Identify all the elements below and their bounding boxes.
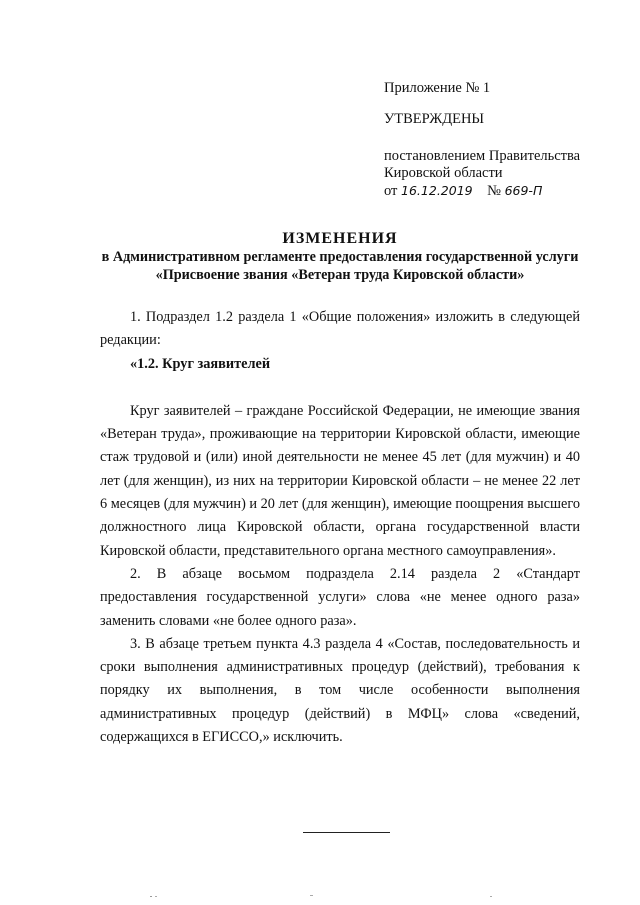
paragraph-1-heading: «1.2. Круг заявителей bbox=[130, 355, 271, 372]
closing-rule bbox=[303, 832, 390, 833]
approval-block bbox=[384, 80, 624, 200]
paragraph-1: 1. Подраздел 1.2 раздела 1 «Общие положения» изложить в следующей редакции: bbox=[100, 309, 580, 349]
appendix-label: Приложение № 1 bbox=[384, 80, 491, 96]
paragraph-3: 3. В абзаце третьем пункта 4.3 раздела 4 «Состав, последовательность и сроки выполнения административных процедур (действий), требования к порядку их выполнения, в том числе особенности выполнения административных процедур (действий) в МФЦ» слова «сведений, содержащихся в ЕГИССО,» исключить. bbox=[100, 635, 580, 746]
number-prefix: № bbox=[487, 183, 501, 199]
decree-date: 16.12.2019 bbox=[401, 183, 473, 198]
paragraph-1-body: Круг заявителей – граждане Российской Федерации, не имеющие звания «Ветеран труда», проживающие на территории Кировской области, имеющие стаж трудовой и (или) иной деятельности не менее 45 лет (для мужчин) и 40 лет (для женщин), из них на территории Кировской области – не менее 22 лет 6 месяцев (для мужчин) и 20 лет (для женщин), имеющие поощрения высшего должностного лица Кировской области, органа государственной власти Кировской области, представительного органа местного самоуправления». bbox=[100, 402, 580, 559]
decree-date-line bbox=[384, 182, 624, 200]
approved-label: УТВЕРЖДЕНЫ bbox=[384, 111, 485, 127]
decree-line-1: постановлением Правительства bbox=[384, 148, 581, 164]
date-prefix: от bbox=[384, 183, 398, 199]
paragraph-2: 2. В абзаце восьмом подраздела 2.14 раздела 2 «Стандарт предоставления государственной услуги» слова «не менее одного раза» заменить словами «не более одного раза». bbox=[100, 565, 580, 629]
document-subtitle: в Административном регламенте предоставления государственной услуги «Присвоение звания «Ветеран труда Кировской области» bbox=[101, 249, 579, 283]
decree-line-2: Кировской области bbox=[384, 165, 503, 181]
document-title: ИЗМЕНЕНИЯ bbox=[282, 230, 398, 247]
document-body bbox=[100, 306, 580, 749]
decree-number: 669-П bbox=[504, 183, 543, 198]
